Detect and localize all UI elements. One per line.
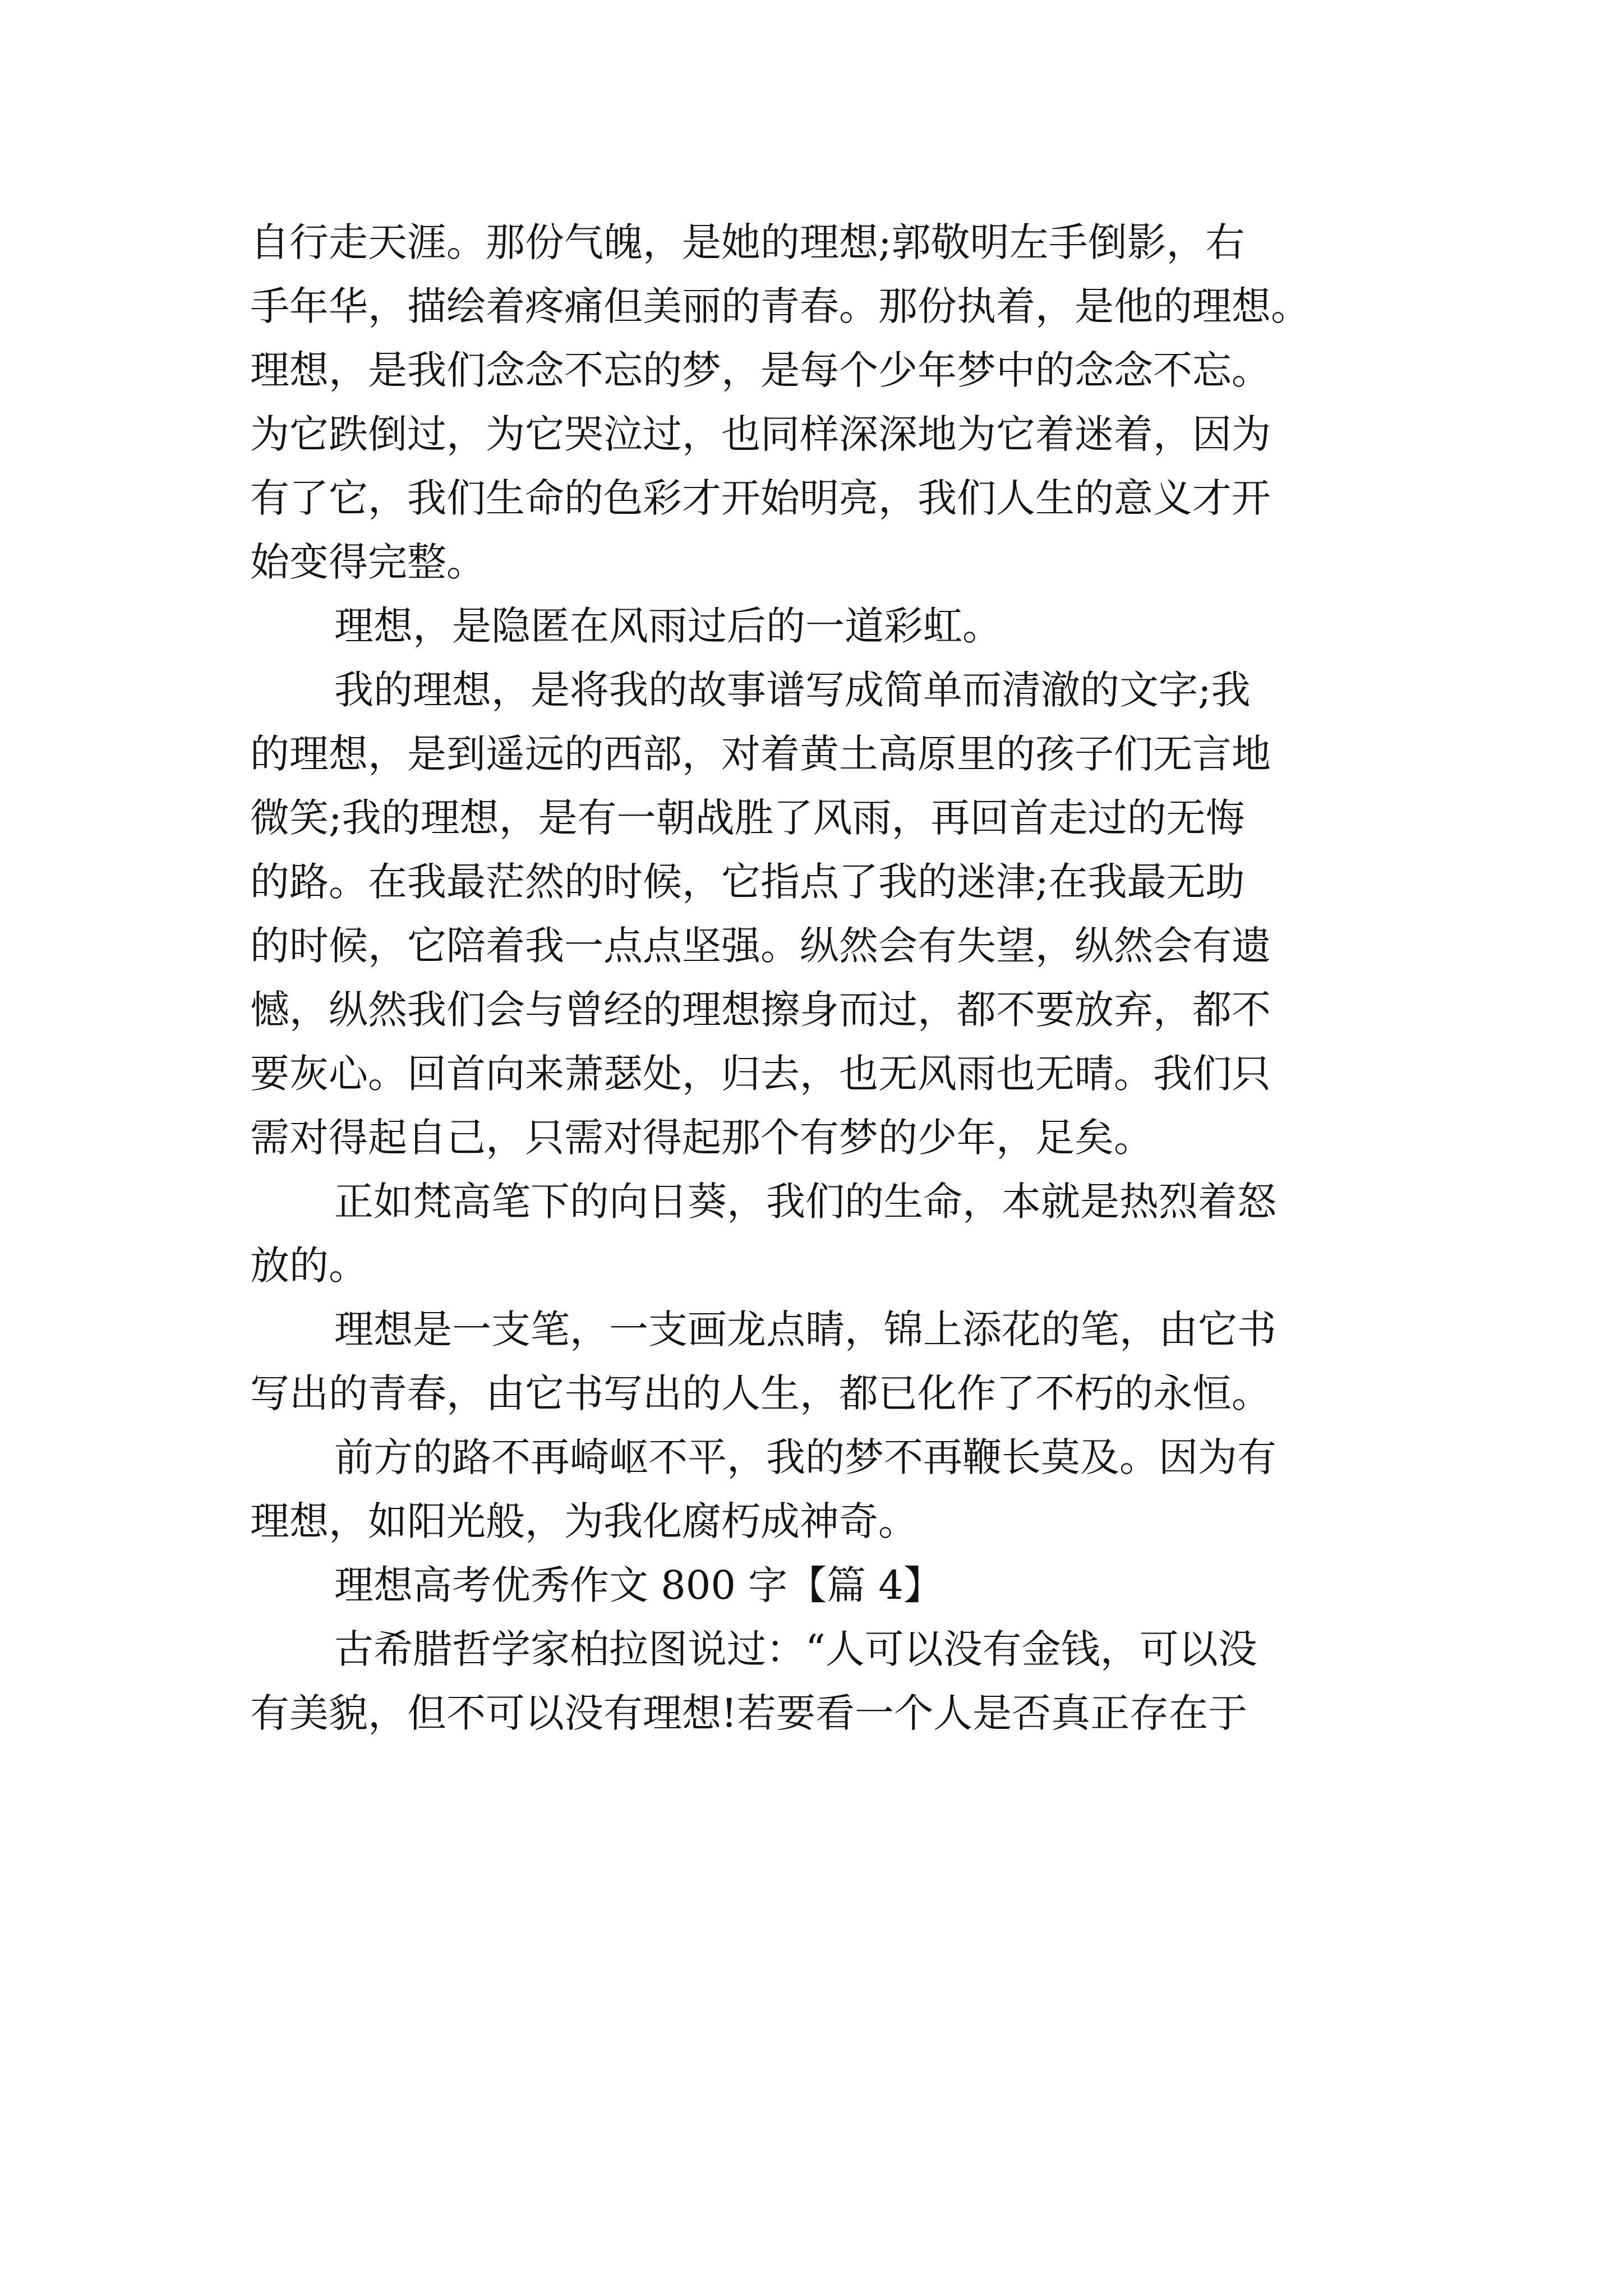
- text-line: 理想，如阳光般，为我化腐朽成神奇。: [250, 1498, 917, 1544]
- text-line: 有了它，我们生命的色彩才开始明亮，我们人生的意义才开: [250, 475, 1271, 521]
- text-line: 微笑;我的理想，是有一朝战胜了风雨，再回首走过的无悔: [250, 795, 1245, 841]
- text-line: 有美貌，但不可以没有理想!若要看一个人是否真正存在于: [250, 1690, 1248, 1736]
- section-heading: 理想高考优秀作文 800 字【篇 4】: [334, 1562, 943, 1608]
- text-line: 理想，是我们念念不忘的梦，是每个少年梦中的念念不忘。: [250, 347, 1271, 393]
- paragraph-start-line: 前方的路不再崎岖不平，我的梦不再鞭长莫及。因为有: [334, 1434, 1276, 1480]
- text-line: 的路。在我最茫然的时候，它指点了我的迷津;在我最无助: [250, 859, 1245, 905]
- text-line: 需对得起自己，只需对得起那个有梦的少年，足矣。: [250, 1115, 1153, 1161]
- paragraph-start-line: 我的理想，是将我的故事谱写成简单而清澈的文字;我: [334, 667, 1251, 713]
- text-line: 为它跌倒过，为它哭泣过，也同样深深地为它着迷着，因为: [250, 411, 1271, 457]
- text-line: 手年华，描绘着疼痛但美丽的青春。那份执着，是他的理想。: [250, 283, 1310, 329]
- paragraph-start-line: 理想，是隐匿在风雨过后的一道彩虹。: [334, 603, 1002, 649]
- text-line: 写出的青春，由它书写出的人生，都已化作了不朽的永恒。: [250, 1370, 1271, 1416]
- document-body: [250, 210, 1389, 1745]
- paragraph-start-line: 理想是一支笔，一支画龙点睛，锦上添花的笔，由它书: [334, 1306, 1276, 1352]
- text-line: 自行走天涯。那份气魄，是她的理想;郭敬明左手倒影，右: [250, 219, 1245, 265]
- text-line: 始变得完整。: [250, 539, 486, 585]
- paragraph-start-line: 古希腊哲学家柏拉图说过：“人可以没有金钱，可以没: [334, 1626, 1257, 1672]
- paragraph-start-line: 正如梵高笔下的向日葵，我们的生命，本就是热烈着怒: [334, 1179, 1276, 1225]
- text-line: 的时候，它陪着我一点点坚强。纵然会有失望，纵然会有遗: [250, 923, 1271, 969]
- text-line: 憾，纵然我们会与曾经的理想擦身而过，都不要放弃，都不: [250, 987, 1271, 1033]
- text-line: 的理想，是到遥远的西部，对着黄土高原里的孩子们无言地: [250, 731, 1271, 777]
- text-line: 要灰心。回首向来萧瑟处，归去，也无风雨也无晴。我们只: [250, 1051, 1271, 1097]
- text-line: 放的。: [250, 1243, 368, 1289]
